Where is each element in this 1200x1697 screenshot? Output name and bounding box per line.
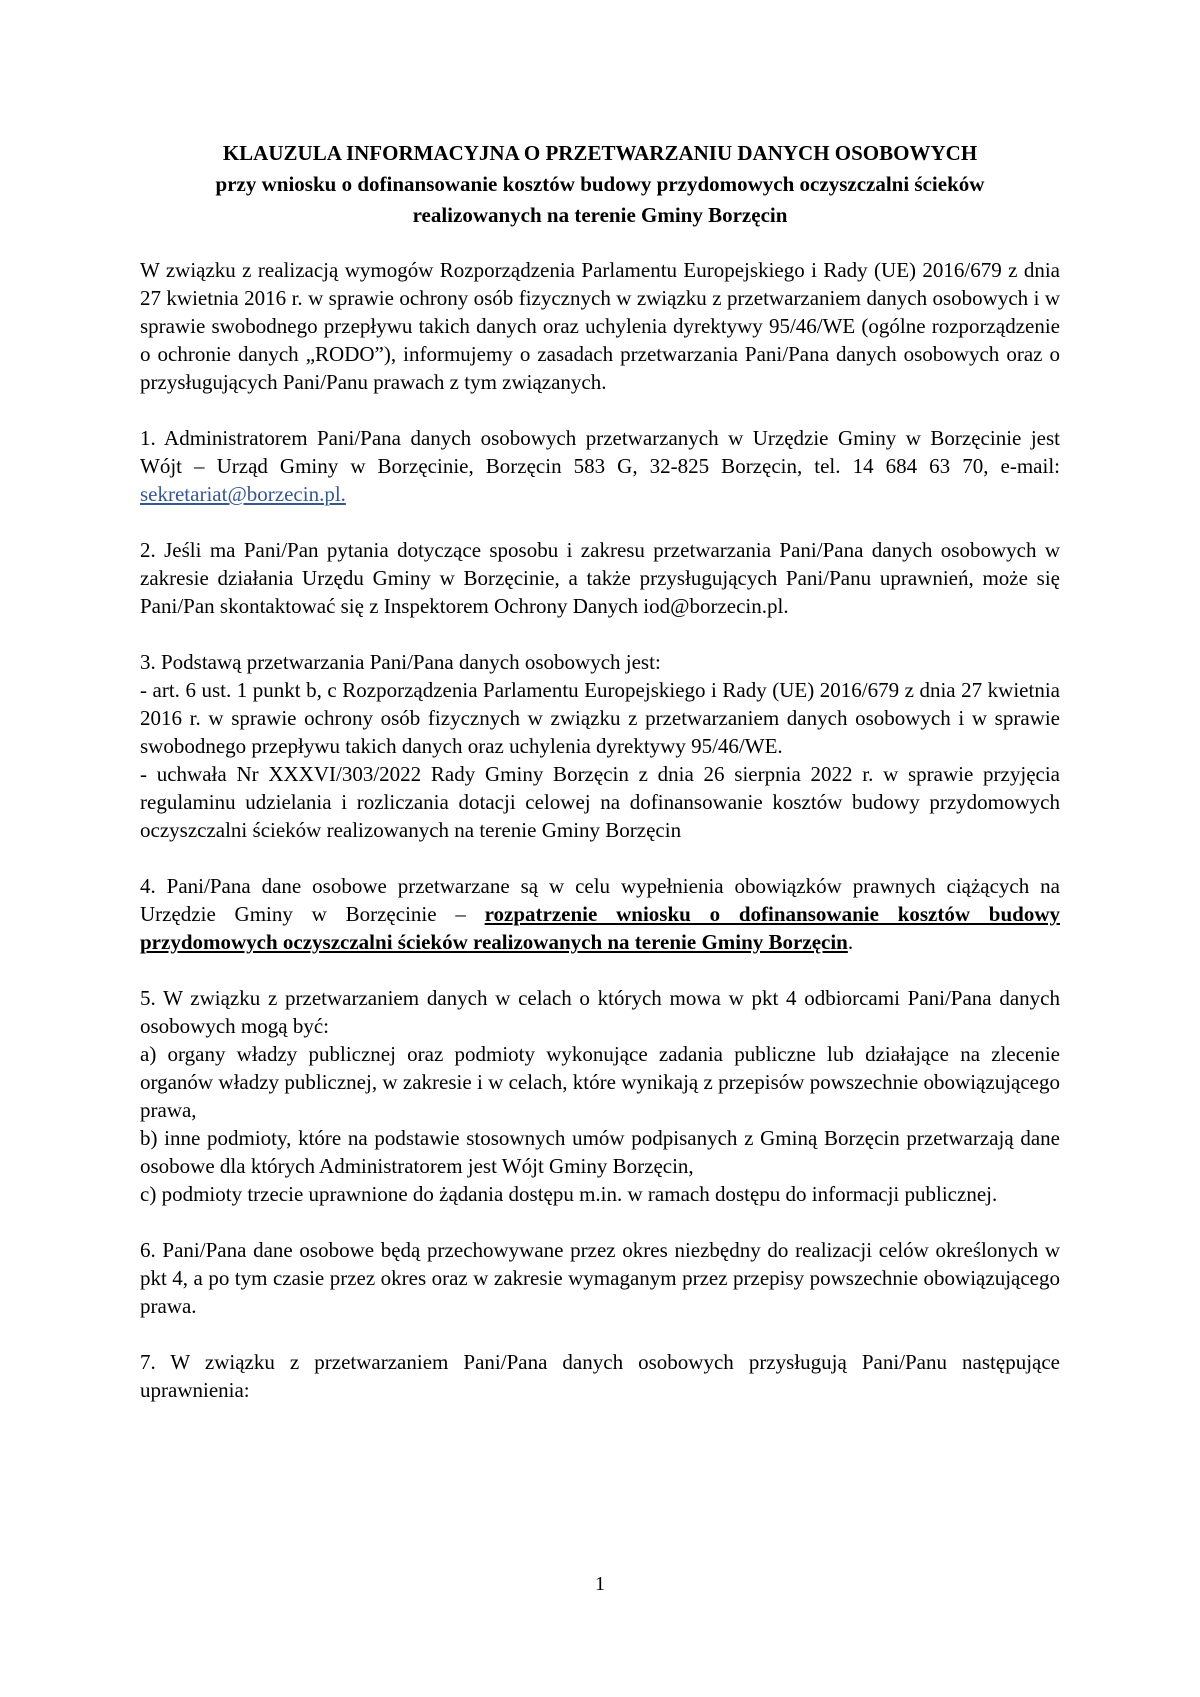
section-5-recipient-b: b) inne podmioty, które na podstawie stosownych umów podpisanych z Gminą Borzęcin przetwarzają dane osobowe dla których Administratorem jest Wójt Gminy Borzęcin,	[140, 1126, 1060, 1178]
document-content	[140, 138, 1060, 1404]
title-line-3: realizowanych na terenie Gminy Borzęcin	[412, 203, 788, 227]
admin-email-link[interactable]: sekretariat@borzecin.pl.	[140, 482, 346, 506]
section-3-basis-resolution: - uchwała Nr XXXVI/303/2022 Rady Gminy Borzęcin z dnia 26 sierpnia 2022 r. w sprawie przyjęcia regulaminu udzielania i rozliczania dotacji celowej na dofinansowanie kosztów budowy przydomowych oczyszczalni ścieków realizowanych na terenie Gminy Borzęcin	[140, 762, 1060, 842]
title-line-1: KLAUZULA INFORMACYJNA O PRZETWARZANIU DANYCH OSOBOWYCH	[222, 141, 978, 165]
section-5-recipient-a: a) organy władzy publicznej oraz podmioty wykonujące zadania publiczne lub działające na zlecenie organów władzy publicznej, w zakresie i w celach, które wynikają z przepisów powszechnie obowiązującego prawa,	[140, 1042, 1060, 1122]
section-3-legal-basis	[140, 648, 1060, 844]
section-5-head: 5. W związku z przetwarzaniem danych w celach o których mowa w pkt 4 odbiorcami Pani/Pana danych osobowych mogą być:	[140, 986, 1060, 1038]
intro-paragraph: W związku z realizacją wymogów Rozporządzenia Parlamentu Europejskiego i Rady (UE) 2016/679 z dnia 27 kwietnia 2016 r. w sprawie ochrony osób fizycznych w związku z przetwarzaniem danych osobowych i w sprawie swobodnego przepływu takich danych oraz uchylenia dyrektywy 95/46/WE (ogólne rozporządzenie o ochronie danych „RODO”), informujemy o zasadach przetwarzania Pani/Pana danych osobowych oraz o przysługujących Pani/Panu prawach z tym związanych.	[140, 258, 1060, 394]
section-1-administrator	[140, 424, 1060, 508]
document-title	[140, 138, 1060, 231]
section-4-text: 4. Pani/Pana dane osobowe przetwarzane są w celu wypełnienia obowiązków prawnych ciążących na Urzędzie Gminy w Borzęcinie –	[140, 874, 1060, 926]
section-3-head: 3. Podstawą przetwarzania Pani/Pana danych osobowych jest:	[140, 650, 661, 674]
section-5-recipient-c: c) podmioty trzecie uprawnione do żądania dostępu m.in. w ramach dostępu do informacji publicznej.	[140, 1182, 998, 1206]
section-4-period: .	[847, 930, 854, 954]
section-6-retention: 6. Pani/Pana dane osobowe będą przechowywane przez okres niezbędny do realizacji celów określonych w pkt 4, a po tym czasie przez okres oraz w zakresie wymaganym przez przepisy powszechnie obowiązującego prawa.	[140, 1238, 1060, 1318]
page-number: 1	[595, 1573, 605, 1595]
section-2-contact-dpo: 2. Jeśli ma Pani/Pan pytania dotyczące sposobu i zakresu przetwarzania Pani/Pana danych osobowych w zakresie działania Urzędu Gminy w Borzęcinie, a także przysługujących Pani/Panu uprawnień, może się Pani/Pan skontaktować się z Inspektorem Ochrony Danych iod@borzecin.pl.	[140, 538, 1060, 618]
section-3-basis-regulation: - art. 6 ust. 1 punkt b, c Rozporządzenia Parlamentu Europejskiego i Rady (UE) 2016/679 z dnia 27 kwietnia 2016 r. w sprawie ochrony osób fizycznych w związku z przetwarzaniem danych osobowych i w sprawie swobodnego przepływu takich danych oraz uchylenia dyrektywy 95/46/WE.	[140, 678, 1060, 758]
title-line-2: przy wniosku o dofinansowanie kosztów budowy przydomowych oczyszczalni ścieków	[215, 172, 985, 196]
section-1-text: 1. Administratorem Pani/Pana danych osobowych przetwarzanych w Urzędzie Gminy w Borzęcinie jest Wójt – Urząd Gminy w Borzęcinie, Borzęcin 583 G, 32-825 Borzęcin, tel. 14 684 63 70, e-mail:	[140, 426, 1060, 478]
section-5-recipients	[140, 984, 1060, 1208]
section-4-purpose	[140, 872, 1060, 956]
section-7-rights-intro: 7. W związku z przetwarzaniem Pani/Pana danych osobowych przysługują Pani/Panu następujące uprawnienia:	[140, 1350, 1060, 1402]
section-4-purpose-emphasis: rozpatrzenie wniosku o dofinansowanie kosztów budowy przydomowych oczyszczalni ścieków realizowanych na terenie Gminy Borzęcin	[140, 902, 1060, 954]
